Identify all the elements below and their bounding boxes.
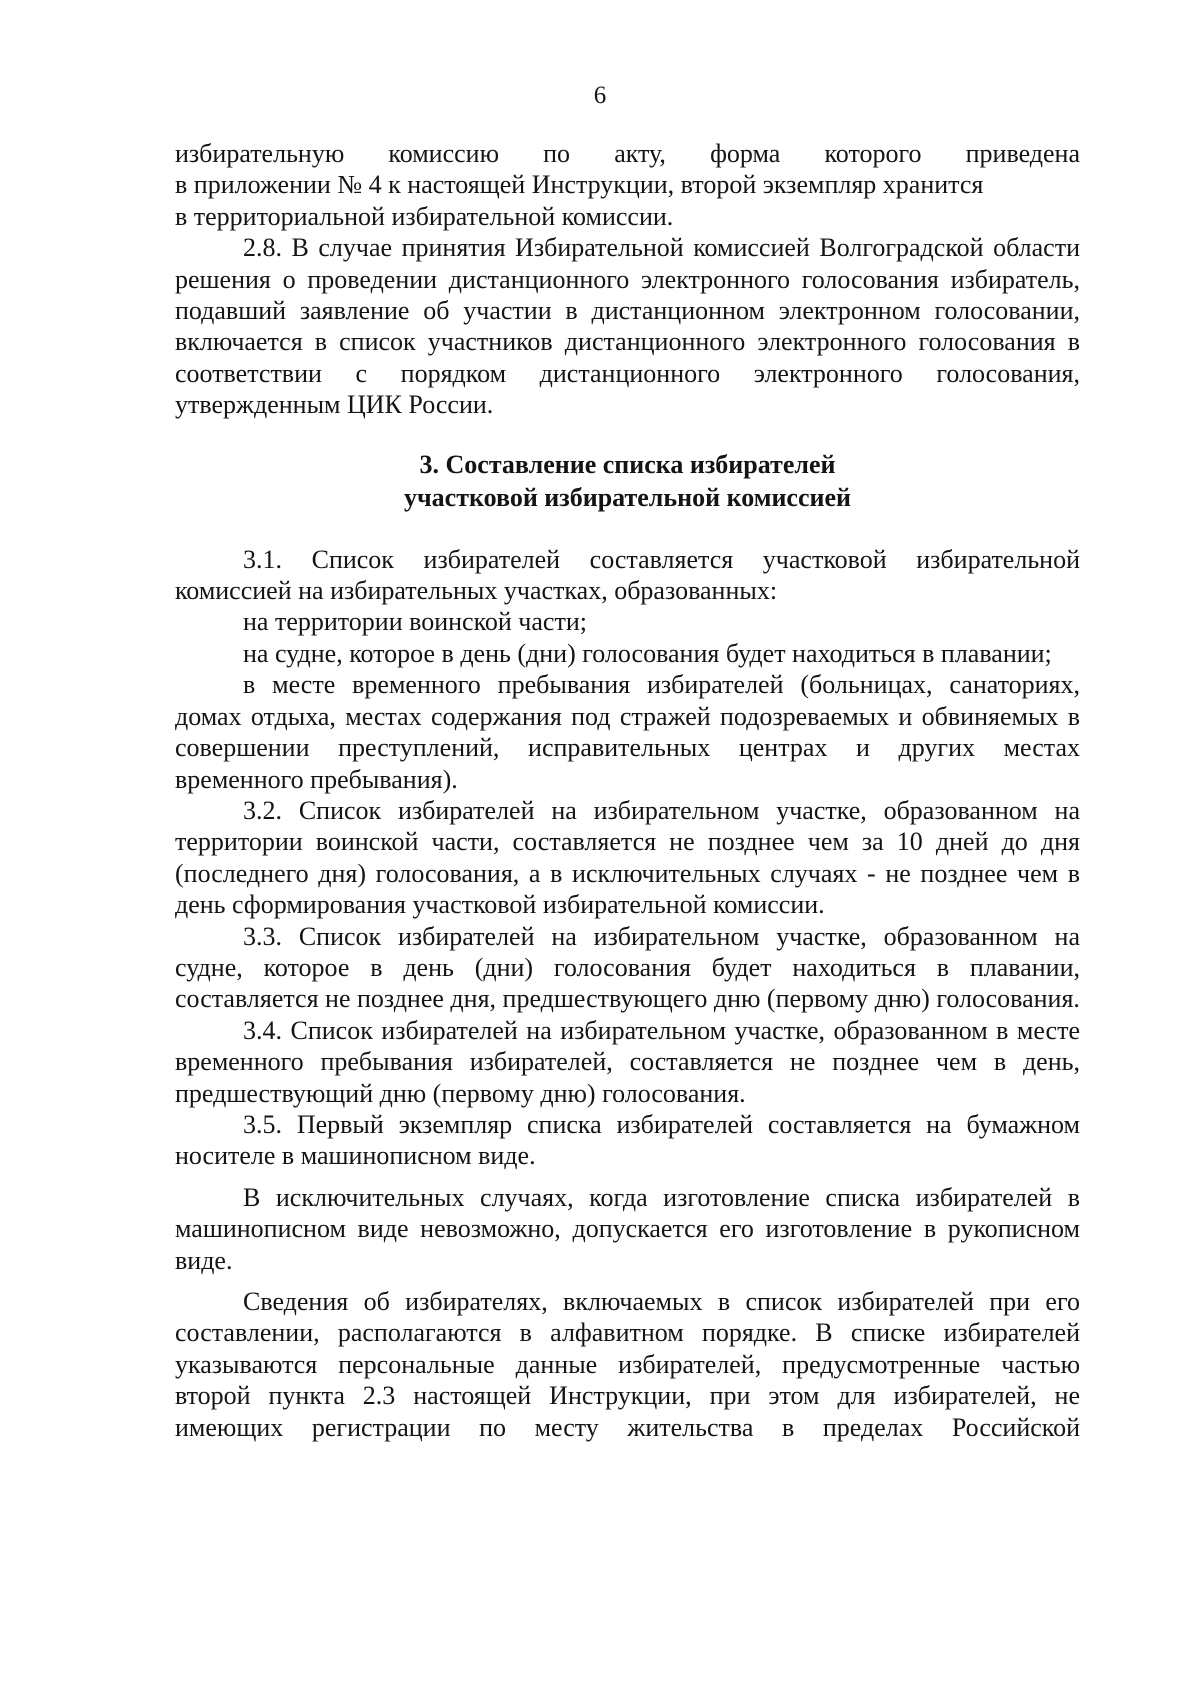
section-heading — [175, 448, 1080, 514]
paragraph-3-1-item-military: на территории воинской части; — [243, 607, 587, 637]
paragraph-2-8: 2.8. В случае принятия Избирательной комиссией Волгоградской области решения о проведении дистанционного электронного голосования избиратель, подавший заявление об участии в дистанционном электронном голосовании, включается в список участников дистанционного электронного голосования в соответствии с порядком дистанционного электронного голосования, утвержденным ЦИК России. — [175, 233, 1080, 420]
text-line: в приложении № 4 к настоящей Инструкции, второй экземпляр хранится — [175, 170, 984, 200]
section-heading-line-2: участковой избирательной комиссией — [403, 482, 852, 512]
paragraph-3-5: 3.5. Первый экземпляр списка избирателей составляется на бумажном носителе в машинописном виде. — [175, 1109, 1080, 1171]
paragraph-3-4: 3.4. Список избирателей на избирательном участке, образованном в месте временного пребывания избирателей, составляется не позднее чем в день, предшествующий дню (первому дню) голосования. — [175, 1015, 1080, 1108]
paragraph-3-5-exceptional: В исключительных случаях, когда изготовление списка избирателей в машинописном виде невозможно, допускается его изготовление в рукописном виде. — [175, 1182, 1080, 1275]
paragraph-3-3: 3.3. Список избирателей на избирательном участке, образованном на судне, которое в день (дни) голосования будет находиться в плавании, составляется не позднее дня, предшествующего дню (первому дню) голосования. — [175, 921, 1080, 1014]
paragraph-3-1-item-temporary-stay: в месте временного пребывания избирателей (больницах, санаториях, домах отдыха, местах содержания под стражей подозреваемых и обвиняемых в совершении преступлений, исправительных центрах и других местах временного пребывания). — [175, 670, 1080, 794]
page-number: 6 — [593, 82, 607, 109]
text-line: в территориальной избирательной комиссии. — [175, 201, 674, 231]
paragraph-3-5-voter-data: Сведения об избирателях, включаемых в список избирателей при его составлении, располагаются в алфавитном порядке. В списке избирателей указываются персональные данные избирателей, предусмотренные частью второй пункта 2.3 настоящей Инструкции, при этом для избирателей, не имеющих регистрации по месту жительства в пределах Российской — [175, 1287, 1080, 1442]
paragraph-3-1: 3.1. Список избирателей составляется участковой избирательной комиссией на избирательных участках, образованных: — [175, 544, 1080, 606]
document-body — [175, 138, 1080, 1443]
section-heading-line-1: 3. Составление списка избирателей — [419, 449, 836, 479]
text-line: избирательную комиссию по акту, форма которого приведена — [175, 139, 1080, 168]
paragraph-continuation — [175, 138, 1080, 232]
paragraph-3-2: 3.2. Список избирателей на избирательном участке, образованном на территории воинской части, составляется не позднее чем за 10 дней до дня (последнего дня) голосования, а в исключительных случаях - не позднее чем в день сформирования участковой избирательной комиссии. — [175, 795, 1080, 920]
paragraph-3-1-item-vessel: на судне, которое в день (дни) голосования будет находиться в плавании; — [243, 638, 1052, 668]
